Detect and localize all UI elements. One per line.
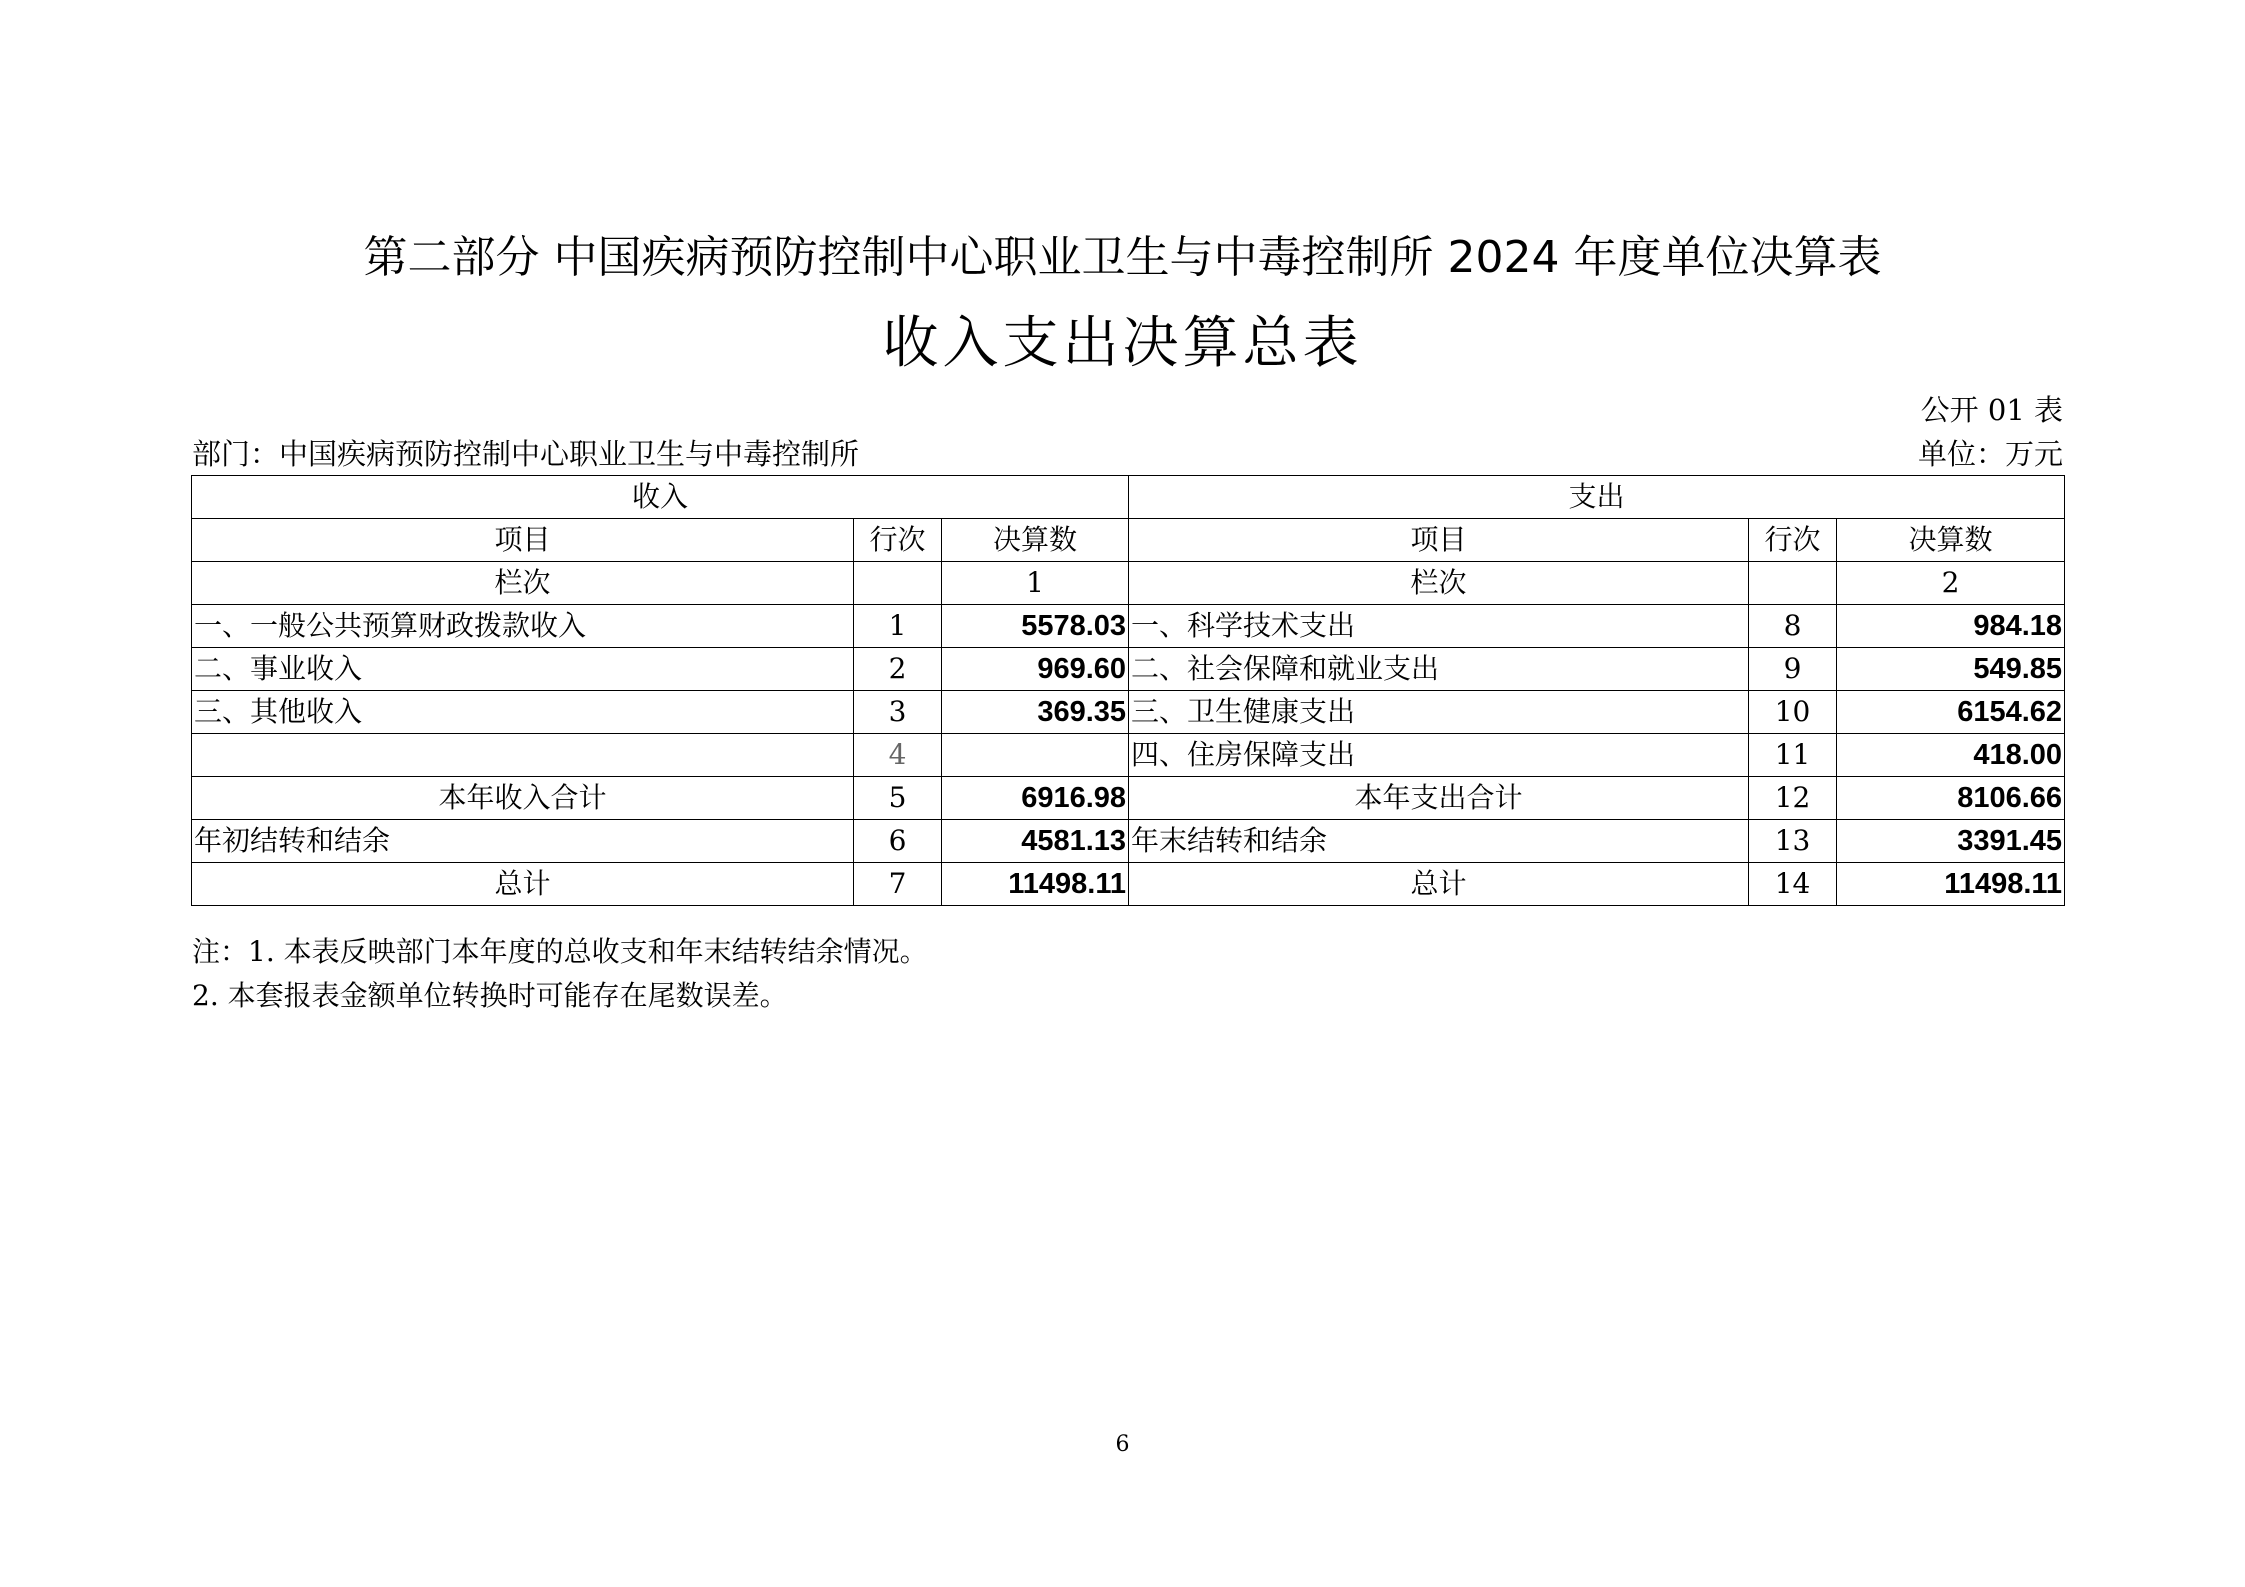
expense-row-number: 14	[1749, 863, 1837, 906]
expense-amount: 984.18	[1837, 605, 2065, 648]
table-row	[192, 734, 2065, 777]
table-row	[192, 820, 2065, 863]
footnote-1: 注：1. 本表反映部门本年度的总收支和年末结转结余情况。	[192, 935, 928, 968]
table-section-header-row	[192, 476, 2065, 519]
page-number: 6	[1115, 1432, 1130, 1457]
sub-title: 收入支出决算总表	[882, 311, 1363, 376]
income-rowno-header: 行次	[854, 519, 942, 562]
income-amount: 369.35	[942, 691, 1129, 734]
income-row-number: 1	[854, 605, 942, 648]
empty-cell	[854, 562, 942, 605]
table-column-header-row	[192, 519, 2065, 562]
expense-row-number: 9	[1749, 648, 1837, 691]
expense-item: 三、卫生健康支出	[1129, 691, 1749, 734]
income-column-label: 栏次	[192, 562, 854, 605]
income-column-number: 1	[942, 562, 1129, 605]
income-amount: 11498.11	[942, 863, 1129, 906]
form-number: 公开 01 表	[1920, 393, 2063, 427]
income-row-number: 7	[854, 863, 942, 906]
expense-item: 四、住房保障支出	[1129, 734, 1749, 777]
table-column-number-row	[192, 562, 2065, 605]
income-item	[192, 734, 854, 777]
table-row	[192, 777, 2065, 820]
expense-row-number: 8	[1749, 605, 1837, 648]
income-item: 总计	[192, 863, 854, 906]
expense-amount: 6154.62	[1837, 691, 2065, 734]
income-row-number: 5	[854, 777, 942, 820]
expense-rowno-header: 行次	[1749, 519, 1837, 562]
income-item: 本年收入合计	[192, 777, 854, 820]
income-amount: 6916.98	[942, 777, 1129, 820]
income-header: 收入	[192, 476, 1129, 519]
expense-row-number: 13	[1749, 820, 1837, 863]
income-item: 一、一般公共预算财政拨款收入	[192, 605, 854, 648]
expense-item: 一、科学技术支出	[1129, 605, 1749, 648]
income-row-number: 6	[854, 820, 942, 863]
expense-amount-header: 决算数	[1837, 519, 2065, 562]
empty-cell	[1749, 562, 1837, 605]
income-row-number: 2	[854, 648, 942, 691]
main-title: 第二部分 中国疾病预防控制中心职业卫生与中毒控制所 2024 年度单位决算表	[363, 232, 1882, 283]
expense-header: 支出	[1129, 476, 2065, 519]
income-amount-header: 决算数	[942, 519, 1129, 562]
table-row	[192, 648, 2065, 691]
income-expense-table	[191, 475, 2065, 906]
expense-column-label: 栏次	[1129, 562, 1749, 605]
expense-row-number: 10	[1749, 691, 1837, 734]
expense-amount: 8106.66	[1837, 777, 2065, 820]
income-amount: 5578.03	[942, 605, 1129, 648]
footnote-2: 2. 本套报表金额单位转换时可能存在尾数误差。	[192, 979, 788, 1012]
income-amount: 4581.13	[942, 820, 1129, 863]
table-row	[192, 691, 2065, 734]
income-item: 三、其他收入	[192, 691, 854, 734]
table-row	[192, 605, 2065, 648]
expense-column-number: 2	[1837, 562, 2065, 605]
income-row-number: 3	[854, 691, 942, 734]
income-item: 二、事业收入	[192, 648, 854, 691]
income-row-number: 4	[854, 734, 942, 777]
expense-amount: 418.00	[1837, 734, 2065, 777]
expense-amount: 11498.11	[1837, 863, 2065, 906]
expense-amount: 3391.45	[1837, 820, 2065, 863]
expense-item: 二、社会保障和就业支出	[1129, 648, 1749, 691]
expense-item: 总计	[1129, 863, 1749, 906]
unit-label: 单位：万元	[1917, 437, 2063, 471]
department-label: 部门：中国疾病预防控制中心职业卫生与中毒控制所	[192, 437, 860, 471]
expense-amount: 549.85	[1837, 648, 2065, 691]
income-item-header: 项目	[192, 519, 854, 562]
income-amount: 969.60	[942, 648, 1129, 691]
expense-item: 本年支出合计	[1129, 777, 1749, 820]
income-item: 年初结转和结余	[192, 820, 854, 863]
expense-row-number: 12	[1749, 777, 1837, 820]
income-amount	[942, 734, 1129, 777]
table-row	[192, 863, 2065, 906]
expense-item: 年末结转和结余	[1129, 820, 1749, 863]
expense-row-number: 11	[1749, 734, 1837, 777]
expense-item-header: 项目	[1129, 519, 1749, 562]
